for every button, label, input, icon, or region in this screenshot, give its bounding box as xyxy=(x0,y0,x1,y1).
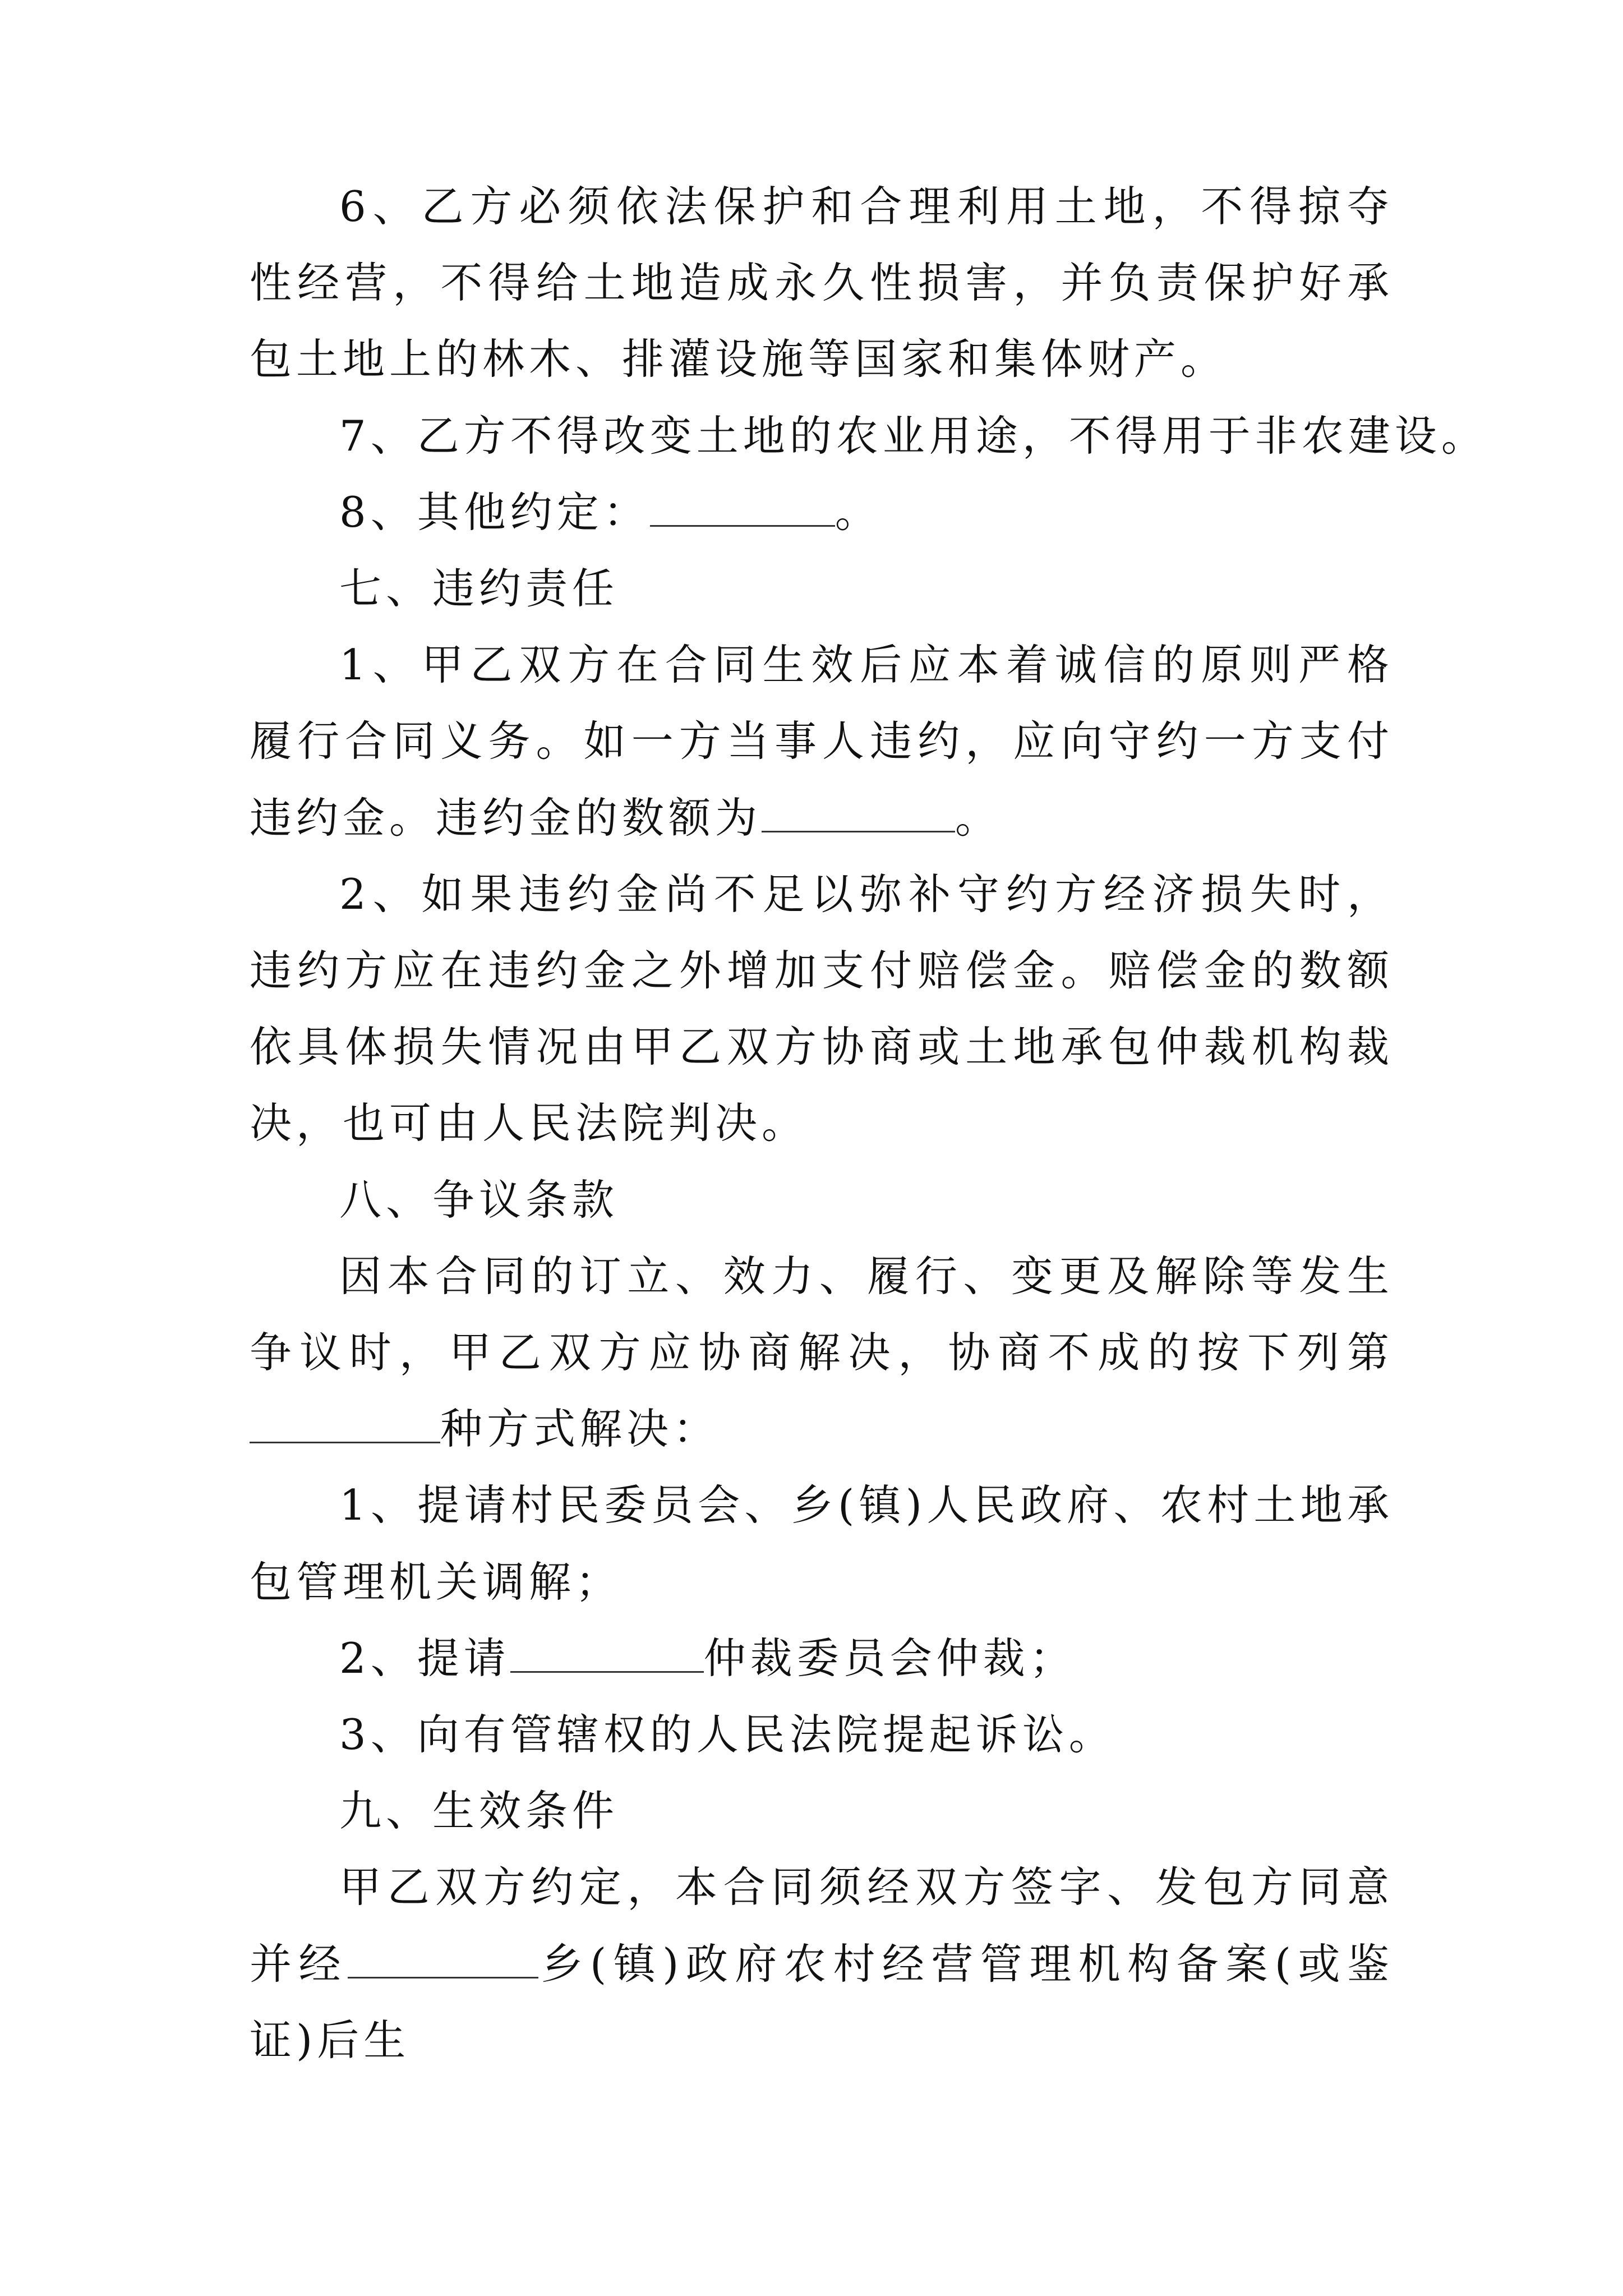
section-8-heading: 八、争议条款 xyxy=(339,1175,619,1225)
clause-6-8-prefix: 8、其他约定： xyxy=(339,487,650,537)
blank-line xyxy=(510,1636,704,1673)
clause-8-intro-prefix: 因本合同的订立、效力、履行、变更及解除等发生争议时，甲乙双方应协商解决，协商不成的按下列第 xyxy=(250,1251,1394,1378)
clause-6-8 xyxy=(250,474,1394,550)
clause-6-8-suffix: 。 xyxy=(834,487,882,537)
blank-line xyxy=(762,796,955,832)
blank-line xyxy=(650,490,835,527)
clause-8-3: 3、向有管辖权的人民法院提起诉讼。 xyxy=(339,1710,1115,1760)
clause-8-intro xyxy=(250,1238,1394,1467)
clause-7-1 xyxy=(250,627,1394,856)
blank-line xyxy=(348,1942,538,1978)
clause-6-7: 7、乙方不得改变土地的农业用途，不得用于非农建设。 xyxy=(339,411,1488,461)
clause-8-intro-suffix: 种方式解决： xyxy=(440,1404,720,1454)
clause-9-suffix: 乡(镇)政府农村经营管理机构备案(或鉴证)后生 xyxy=(250,1939,1394,2065)
clause-9 xyxy=(250,1849,1394,2078)
clause-7-1-prefix: 1、甲乙双方在合同生效后应本着诚信的原则严格履行合同义务。如一方当事人违约，应向守约一方支付违约金。违约金的数额为 xyxy=(250,640,1394,843)
clause-8-1: 1、提请村民委员会、乡(镇)人民政府、农村土地承包管理机关调解； xyxy=(250,1480,1394,1607)
blank-line xyxy=(250,1407,440,1443)
section-9-heading: 九、生效条件 xyxy=(339,1786,619,1836)
document-page xyxy=(250,168,1488,2078)
clause-8-2 xyxy=(250,1620,1394,1696)
clause-8-2-prefix: 2、提请 xyxy=(339,1633,510,1683)
clause-6-6: 6、乙方必须依法保护和合理利用土地，不得掠夺性经营，不得给土地造成永久性损害，并负责保护好承包土地上的林木、排灌设施等国家和集体财产。 xyxy=(250,182,1394,384)
clause-8-2-suffix: 仲裁委员会仲裁； xyxy=(703,1633,1076,1683)
clause-7-1-suffix: 。 xyxy=(955,793,1002,843)
section-7-heading: 七、违约责任 xyxy=(339,564,619,614)
clause-9-prefix: 甲乙双方约定，本合同须经双方签字、发包方同意并经 xyxy=(250,1862,1394,1989)
clause-7-2: 2、如果违约金尚不足以弥补守约方经济损失时，违约方应在违约金之外增加支付赔偿金。赔偿金的数额依具体损失情况由甲乙双方协商或土地承包仲裁机构裁决，也可由人民法院判决。 xyxy=(250,869,1394,1148)
